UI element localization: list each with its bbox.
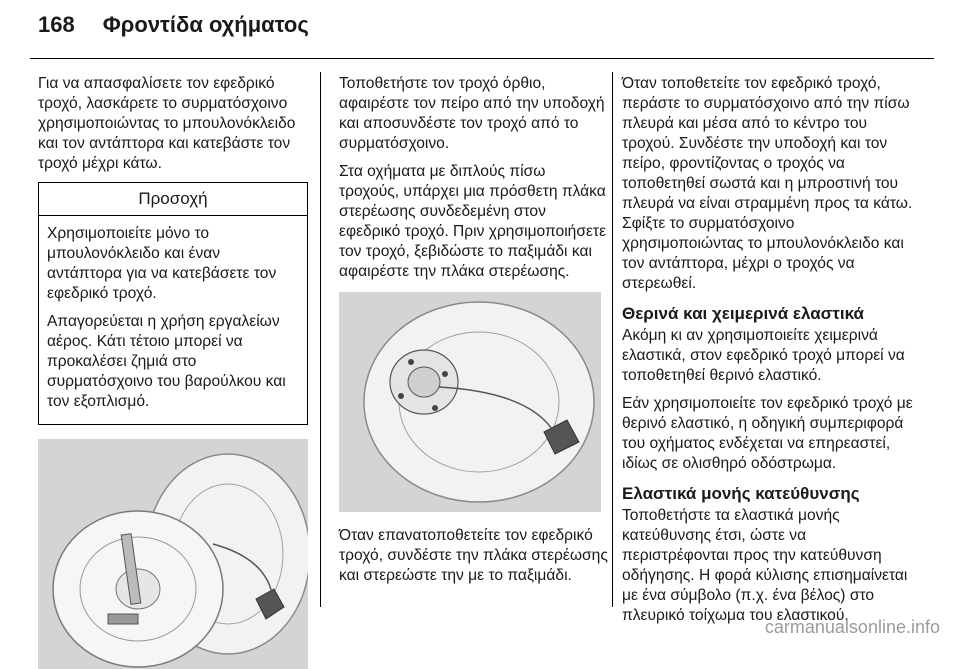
section-heading: Ελαστικά μονής κατεύθυνσης	[622, 484, 860, 503]
column-3	[622, 74, 914, 634]
warning-paragraph: Χρησιμοποιείτε μόνο το μπουλονόκλειδο και έναν αντάπτορα για να κατεβάσετε τον εφεδρικό τροχό.	[47, 225, 277, 302]
watermark: carmanualsonline.info	[764, 617, 940, 637]
header-rule	[30, 58, 934, 59]
body-paragraph: Όταν επανατοποθετείτε τον εφεδρικό τροχό, συνδέστε την πλάκα στερέωσης και στερεώστε την με το παξιμάδι.	[339, 527, 608, 584]
page-number: 168	[38, 12, 75, 37]
page-header	[38, 12, 309, 52]
spare-wheel-illustration	[38, 439, 308, 669]
warning-paragraph: Απαγορεύεται η χρήση εργαλείων αέρος. Κάτι τέτοιο μπορεί να προκαλέσει ζημιά στο συρματόσχοινο του βαρούλκου και τον εξοπλισμό.	[47, 313, 286, 410]
body-paragraph: Ακόμη κι αν χρησιμοποιείτε χειμερινά ελαστικά, στον εφεδρικό τροχό μπορεί να τοποθετηθεί θερινό ελαστικό.	[622, 327, 905, 384]
body-paragraph: Στα οχήματα με διπλούς πίσω τροχούς, υπάρχει μια πρόσθετη πλάκα στερέωσης συνδεδεμένη στον εφεδρικό τροχό. Πριν χρησιμοποιήσετε τον τροχό, ξεβιδώστε το παξιμάδι και αφαιρέστε την πλάκα στερέωσης.	[339, 163, 607, 280]
body-paragraph: Όταν τοποθετείτε τον εφεδρικό τροχό, περάστε το συρματόσχοινο από την πίσω πλευρά και μέσα από το κέντρο του τροχού. Συνδέστε την υποδοχή και τον πείρο, φροντίζοντας ο τροχός να τοποθετηθεί σωστά και η μπροστινή του πλευρά να είναι στραμμένη προς τα κάτω. Σφίξτε το συρματόσχοινο χρησιμοποιώντας το μπουλονόκλειδο και τον αντάπτορα, μέχρι ο τροχός να στερεωθεί.	[622, 75, 913, 292]
column-divider-1	[320, 72, 321, 607]
column-divider-2	[612, 72, 613, 607]
body-paragraph: Τοποθετήστε τον τροχό όρθιο, αφαιρέστε τον πείρο από την υποδοχή και αποσυνδέστε τον τροχό από το συρματόσχοινο.	[339, 75, 605, 152]
warning-box	[38, 182, 308, 425]
intro-paragraph: Για να απασφαλίσετε τον εφεδρικό τροχό, λασκάρετε το συρματόσχοινο χρησιμοποιώντας το μπουλονόκλειδο και τον αντάπτορα και κατεβάστε τον τροχό μέχρι κάτω.	[38, 75, 296, 172]
column-2	[339, 74, 609, 594]
body-paragraph: Τοποθετήστε τα ελαστικά μονής κατεύθυνσης έτσι, ώστε να περιστρέφονται προς την κατεύθυνση οδήγησης. Η φορά κύλισης επισημαίνεται με ένα σύμβολο (π.χ. ένα βέλος) στο πλευρικό τοίχωμα του ελαστικού.	[622, 507, 908, 624]
section-heading: Θερινά και χειμερινά ελαστικά	[622, 304, 864, 323]
fixing-plate-illustration	[339, 292, 601, 512]
column-1	[38, 74, 308, 669]
warning-title: Προσοχή	[39, 183, 307, 216]
page-title: Φροντίδα οχήματος	[102, 12, 309, 37]
body-paragraph: Εάν χρησιμοποιείτε τον εφεδρικό τροχό με θερινό ελαστικό, η οδηγική συμπεριφορά του οχήματος ενδέχεται να επηρεαστεί, ιδίως σε ολισθηρό οδόστρωμα.	[622, 395, 913, 472]
